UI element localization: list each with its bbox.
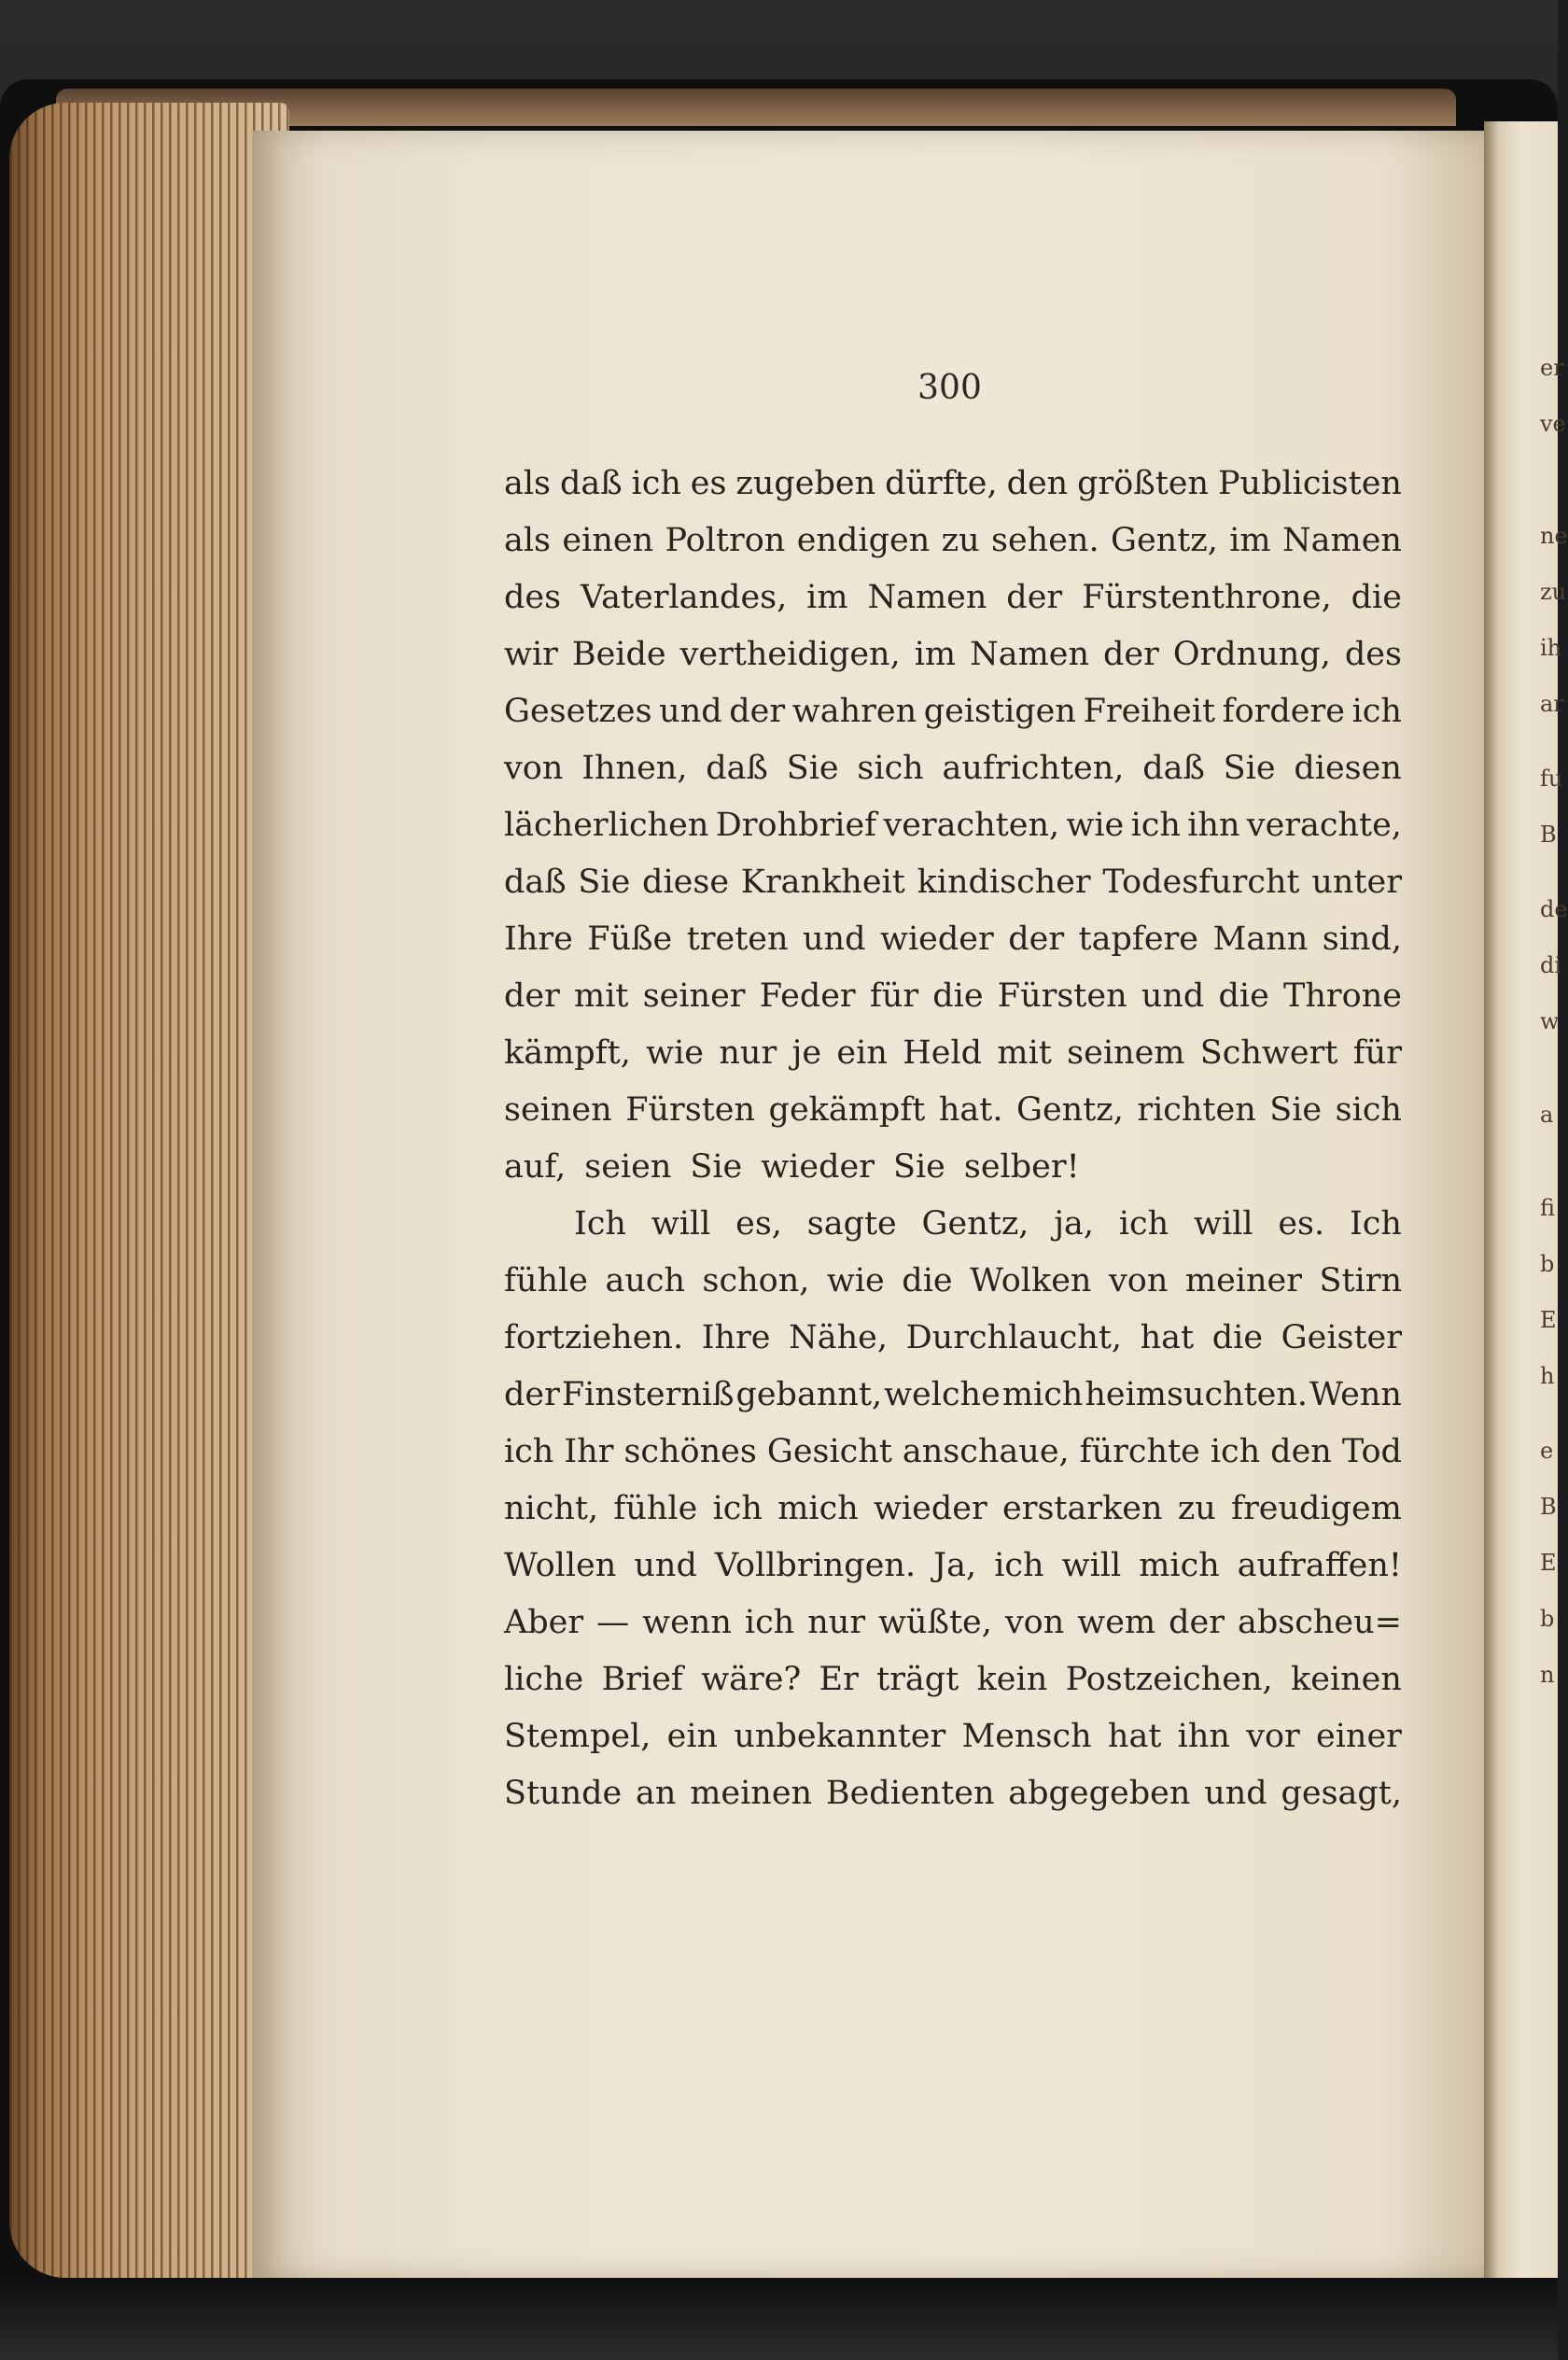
word: einer xyxy=(1316,1717,1402,1755)
word: fortziehen. xyxy=(504,1318,684,1356)
text-line xyxy=(504,910,1402,967)
text-line xyxy=(504,1024,1402,1081)
word: fürchte xyxy=(1079,1432,1200,1470)
word: wahren xyxy=(791,692,917,730)
word: Namen xyxy=(970,635,1090,673)
word: schönes xyxy=(623,1432,757,1470)
word: auch xyxy=(605,1261,686,1299)
word: die xyxy=(1351,578,1402,616)
word: Ja, xyxy=(933,1546,977,1584)
word: Publicisten xyxy=(1217,464,1402,502)
text-line xyxy=(504,1651,1402,1707)
word: schon, xyxy=(702,1261,810,1299)
word: seiner xyxy=(642,976,746,1015)
word: kindischer xyxy=(917,863,1091,901)
right-page-fragment: ve xyxy=(1540,411,1566,437)
word: daß xyxy=(504,863,567,901)
right-page-fragment: di xyxy=(1540,952,1562,978)
text-line xyxy=(504,1707,1402,1764)
word: die xyxy=(1218,976,1269,1015)
word: Gesetzes xyxy=(504,692,652,730)
word: Ihre xyxy=(504,920,573,958)
word: vertheidigen, xyxy=(679,635,901,673)
word: wem xyxy=(1077,1603,1156,1641)
right-page-fragment: h xyxy=(1540,1363,1555,1389)
word: Füße xyxy=(587,920,673,958)
word: wäre? xyxy=(701,1660,802,1698)
page-number: 300 xyxy=(917,369,982,407)
word: ihn xyxy=(1187,806,1240,844)
word: ich xyxy=(1210,1432,1261,1470)
word: Brief xyxy=(601,1660,683,1698)
word: daß xyxy=(1142,749,1205,787)
word: sehen. xyxy=(991,521,1099,559)
word: Beide xyxy=(571,635,666,673)
word: die xyxy=(902,1261,953,1299)
word: aufrichten, xyxy=(942,749,1125,787)
word: kämpft, xyxy=(504,1033,631,1072)
word: — xyxy=(596,1603,630,1641)
word: Poltron xyxy=(665,521,786,559)
word: Fürsten xyxy=(997,976,1127,1015)
word: der xyxy=(1006,578,1063,616)
word: gesagt, xyxy=(1281,1774,1402,1812)
word: Mann xyxy=(1212,920,1309,958)
word: Nähe, xyxy=(789,1318,888,1356)
right-page-fragment: fi xyxy=(1540,1195,1556,1221)
text-line xyxy=(504,739,1402,796)
word: seinen xyxy=(504,1090,612,1129)
word: Geister xyxy=(1281,1318,1402,1356)
text-line xyxy=(504,1366,1402,1423)
word: trägt xyxy=(876,1660,959,1698)
word: geistigen xyxy=(923,692,1076,730)
word: Gentz, xyxy=(921,1204,1029,1243)
word: Sie xyxy=(892,1147,945,1186)
word: je xyxy=(791,1033,822,1072)
word: die xyxy=(932,976,984,1015)
page-edges xyxy=(9,103,289,2278)
right-page-fragment: fu xyxy=(1540,766,1563,792)
text-line xyxy=(504,625,1402,682)
word: will xyxy=(651,1204,711,1243)
word: ich xyxy=(994,1546,1044,1584)
word: seien xyxy=(584,1147,672,1186)
word: für xyxy=(869,976,919,1015)
word: Sie xyxy=(1223,749,1276,787)
word: sich xyxy=(1335,1090,1402,1129)
word: Ihr xyxy=(564,1432,614,1470)
word: sind, xyxy=(1322,920,1402,958)
word: wieder xyxy=(880,920,994,958)
word: Feder xyxy=(759,976,856,1015)
text-line xyxy=(504,455,1402,512)
word: Postzeichen, xyxy=(1065,1660,1273,1698)
word: erstarken xyxy=(1002,1489,1163,1527)
word: ein xyxy=(836,1033,888,1072)
word: endigen xyxy=(796,521,931,559)
right-page-fragment: a xyxy=(1540,1102,1554,1128)
word: Krankheit xyxy=(740,863,905,901)
word: Schwert xyxy=(1199,1033,1338,1072)
word: und xyxy=(634,1546,697,1584)
word: fühle xyxy=(613,1489,698,1527)
word: wir xyxy=(504,635,558,673)
word: Sie xyxy=(786,749,839,787)
right-page-fragment: E xyxy=(1540,1550,1557,1576)
right-page-fragment: de xyxy=(1540,896,1568,922)
right-page-fragment: B xyxy=(1540,822,1557,848)
word: ich xyxy=(1118,1204,1169,1243)
word: ich xyxy=(712,1489,763,1527)
word: richten xyxy=(1137,1090,1256,1129)
word: Sie xyxy=(578,863,631,901)
word: von xyxy=(1004,1603,1065,1641)
word: wie xyxy=(826,1261,885,1299)
word: freudigem xyxy=(1231,1489,1402,1527)
word: sagte xyxy=(806,1204,897,1243)
word: wenn xyxy=(642,1603,732,1641)
word: Ich xyxy=(1349,1204,1402,1243)
word: ich xyxy=(504,1432,554,1470)
word: mich xyxy=(1139,1546,1220,1584)
word: lächerlichen xyxy=(504,806,709,844)
word: Stempel, xyxy=(504,1717,651,1755)
word: wüßte, xyxy=(878,1603,992,1641)
word: zu xyxy=(1177,1489,1216,1527)
right-page-fragment: ih xyxy=(1540,635,1562,661)
word: Stirn xyxy=(1319,1261,1402,1299)
word: treten xyxy=(686,920,789,958)
word: einen xyxy=(562,521,654,559)
word: für xyxy=(1352,1033,1402,1072)
right-page-fragment: er xyxy=(1540,355,1564,381)
word: im xyxy=(914,635,957,673)
right-page-fragment: ar xyxy=(1540,691,1564,717)
word: aufraffen! xyxy=(1237,1546,1402,1584)
word: der xyxy=(504,1375,560,1413)
word: ihn xyxy=(1177,1717,1230,1755)
word: meiner xyxy=(1184,1261,1302,1299)
word: wieder xyxy=(874,1489,987,1527)
right-page-fragment: B xyxy=(1540,1494,1557,1520)
word: Mensch xyxy=(961,1717,1092,1755)
word: als xyxy=(504,521,552,559)
word: diesen xyxy=(1294,749,1402,787)
word: vor xyxy=(1246,1717,1300,1755)
word: Todesfurcht xyxy=(1102,863,1300,901)
text-line xyxy=(504,853,1402,910)
word: den xyxy=(1270,1432,1332,1470)
word: wie xyxy=(1066,806,1125,844)
word: unter xyxy=(1311,863,1402,901)
word: keinen xyxy=(1291,1660,1402,1698)
text-line xyxy=(504,1480,1402,1537)
word: seinem xyxy=(1067,1033,1185,1072)
word: als xyxy=(504,464,552,502)
word: tapfere xyxy=(1078,920,1198,958)
word: der xyxy=(1169,1603,1225,1641)
word: der xyxy=(1103,635,1159,673)
word: Vaterlandes, xyxy=(581,578,788,616)
word: im xyxy=(806,578,848,616)
word: meinen xyxy=(690,1774,813,1812)
word: von xyxy=(1108,1261,1169,1299)
word: und xyxy=(659,692,722,730)
word: Er xyxy=(819,1660,859,1698)
word: größten xyxy=(1077,464,1210,502)
word: Sie xyxy=(1269,1090,1323,1129)
word: kein xyxy=(976,1660,1048,1698)
text-line xyxy=(504,1423,1402,1480)
word: will xyxy=(1061,1546,1122,1584)
text-line xyxy=(504,682,1402,739)
word: an xyxy=(636,1774,677,1812)
text-line xyxy=(504,1309,1402,1366)
right-page-fragment: n xyxy=(1540,1662,1555,1688)
word: sich xyxy=(857,749,924,787)
word: ja, xyxy=(1054,1204,1095,1243)
word: des xyxy=(504,578,562,616)
text-line xyxy=(504,967,1402,1024)
word: und xyxy=(803,920,866,958)
word: ich xyxy=(1351,692,1402,730)
word: Held xyxy=(903,1033,983,1072)
word: nur xyxy=(807,1603,866,1641)
word: welche xyxy=(884,1375,1001,1413)
text-line xyxy=(504,1252,1402,1309)
word: mit xyxy=(574,976,629,1015)
word: mich xyxy=(777,1489,859,1527)
word: Aber xyxy=(504,1603,584,1641)
word: des xyxy=(1344,635,1402,673)
text-line xyxy=(504,1138,1402,1195)
word: Throne xyxy=(1283,976,1402,1015)
word: Drohbrief xyxy=(715,806,877,844)
word: Durchlaucht, xyxy=(905,1318,1123,1356)
word: gekämpft xyxy=(768,1090,926,1129)
word: hat xyxy=(1107,1717,1162,1755)
word: daß xyxy=(706,749,768,787)
word: der xyxy=(504,976,560,1015)
word: Ordnung, xyxy=(1172,635,1331,673)
text-line xyxy=(504,1764,1402,1821)
text-line xyxy=(504,1195,1402,1252)
word: es, xyxy=(735,1204,782,1243)
right-page-edge xyxy=(1484,121,1568,2287)
text-line xyxy=(504,1081,1402,1138)
word: ich xyxy=(744,1603,795,1641)
word: ein xyxy=(666,1717,719,1755)
word: daß xyxy=(559,464,623,502)
word: verachten, xyxy=(883,806,1060,844)
text-line xyxy=(504,569,1402,625)
word: Gentz, xyxy=(1111,521,1218,559)
word: liche xyxy=(504,1660,584,1698)
word: hat. xyxy=(938,1090,1003,1129)
word: Freiheit xyxy=(1083,692,1216,730)
text-line xyxy=(504,1594,1402,1651)
word: Fürsten xyxy=(625,1090,756,1129)
word: fühle xyxy=(504,1261,588,1299)
word: Gesicht xyxy=(766,1432,892,1470)
word: nur xyxy=(719,1033,777,1072)
word: Namen xyxy=(1282,521,1402,559)
word: Fürstenthrone, xyxy=(1082,578,1332,616)
word: verachte, xyxy=(1246,806,1402,844)
text-line xyxy=(504,796,1402,853)
right-page-fragment: ne xyxy=(1540,523,1568,549)
word: von xyxy=(504,749,564,787)
word: im xyxy=(1229,521,1271,559)
word: ich xyxy=(1130,806,1181,844)
word: Tod xyxy=(1341,1432,1402,1470)
body-text xyxy=(504,455,1402,1821)
word: zu xyxy=(941,521,980,559)
word: und xyxy=(1141,976,1205,1015)
word: Ihnen, xyxy=(581,749,688,787)
word: anschaue, xyxy=(902,1432,1070,1470)
word: wieder xyxy=(761,1147,875,1186)
word: Ihre xyxy=(701,1318,771,1356)
word: hat xyxy=(1140,1318,1195,1356)
word: Gentz, xyxy=(1016,1090,1124,1129)
right-page-fragment: E xyxy=(1540,1307,1557,1333)
text-line xyxy=(504,512,1402,569)
word: Namen xyxy=(867,578,987,616)
word: Vollbringen. xyxy=(714,1546,917,1584)
right-page-fragment: w xyxy=(1540,1008,1560,1034)
word: selber! xyxy=(963,1147,1080,1186)
word: Sie xyxy=(690,1147,743,1186)
word: den xyxy=(1006,464,1069,502)
word: heimsuchten. xyxy=(1085,1375,1309,1413)
word: der xyxy=(729,692,786,730)
word: zugeben xyxy=(735,464,876,502)
word: unbekannter xyxy=(734,1717,946,1755)
word: es. xyxy=(1278,1204,1325,1243)
word: Stunde xyxy=(504,1774,623,1812)
word: wie xyxy=(646,1033,705,1072)
right-page-fragment: b xyxy=(1540,1251,1555,1277)
word: es xyxy=(690,464,727,502)
word: die xyxy=(1211,1318,1264,1356)
word: abgegeben xyxy=(1008,1774,1191,1812)
word: gebannt, xyxy=(735,1375,883,1413)
word: Wolken xyxy=(970,1261,1092,1299)
word: Wollen xyxy=(504,1546,617,1584)
word: nicht, xyxy=(504,1489,599,1527)
text-line xyxy=(504,1537,1402,1594)
word: abscheu= xyxy=(1237,1603,1402,1641)
word: dürfte, xyxy=(885,464,998,502)
word: Bedienten xyxy=(825,1774,995,1812)
word: Ich xyxy=(574,1204,626,1243)
word: und xyxy=(1204,1774,1267,1812)
word: fordere xyxy=(1222,692,1345,730)
word: mich xyxy=(1001,1375,1084,1413)
right-page-fragment: e xyxy=(1540,1438,1554,1464)
word: mit xyxy=(997,1033,1052,1072)
word: Wenn xyxy=(1309,1375,1402,1413)
bottom-shadow xyxy=(0,2278,1558,2360)
right-page-fragment: zu xyxy=(1540,579,1567,605)
right-page-fragment: b xyxy=(1540,1606,1555,1632)
word: ich xyxy=(631,464,681,502)
word: auf, xyxy=(504,1147,567,1186)
word: der xyxy=(1008,920,1065,958)
word: Finsterniß xyxy=(561,1375,735,1413)
word: diese xyxy=(642,863,730,901)
word: will xyxy=(1193,1204,1253,1243)
